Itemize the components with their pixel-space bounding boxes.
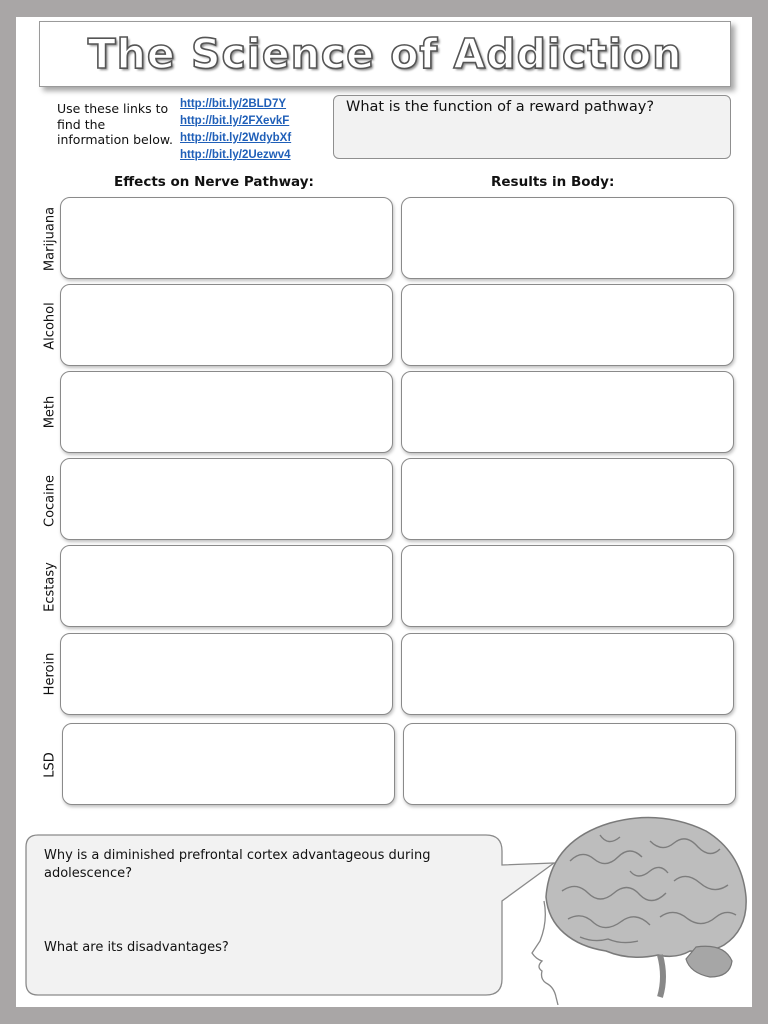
reward-pathway-question-box[interactable]	[333, 95, 731, 159]
resource-link-3[interactable]: http://bit.ly/2WdybXf	[180, 132, 292, 144]
nerve-pathway-box-meth[interactable]	[60, 371, 393, 453]
nerve-pathway-box-marijuana[interactable]	[60, 197, 393, 279]
row-label-text: Heroin	[42, 652, 58, 696]
resource-link-2[interactable]: http://bit.ly/2FXevkF	[180, 115, 290, 127]
brain-illustration	[510, 801, 750, 1005]
row-label-text: Alcohol	[42, 302, 58, 350]
column-header-results-body: Results in Body:	[491, 174, 615, 190]
page-title: The Science of Addiction	[87, 30, 683, 78]
results-body-box-ecstasy[interactable]	[401, 545, 734, 627]
prefrontal-cortex-question-bubble[interactable]	[24, 829, 584, 1005]
results-body-box-cocaine[interactable]	[401, 458, 734, 540]
title-banner	[39, 21, 731, 87]
nerve-pathway-box-lsd[interactable]	[62, 723, 395, 805]
column-header-nerve-pathway: Effects on Nerve Pathway:	[114, 174, 314, 190]
resource-link-1[interactable]: http://bit.ly/2BLD7Y	[180, 98, 287, 110]
row-label-text: Ecstasy	[42, 562, 58, 612]
results-body-box-lsd[interactable]	[403, 723, 736, 805]
links-instructions: Use these links to find the information below.	[57, 101, 173, 147]
results-body-box-meth[interactable]	[401, 371, 734, 453]
reward-pathway-question: What is the function of a reward pathway?	[346, 99, 655, 115]
nerve-pathway-box-alcohol[interactable]	[60, 284, 393, 366]
resource-links	[180, 96, 291, 164]
worksheet-page	[16, 17, 752, 1007]
row-label-text: Cocaine	[42, 475, 58, 527]
results-body-box-marijuana[interactable]	[401, 197, 734, 279]
resource-link-4[interactable]: http://bit.ly/2Uezwv4	[180, 149, 291, 161]
results-body-box-alcohol[interactable]	[401, 284, 734, 366]
nerve-pathway-box-cocaine[interactable]	[60, 458, 393, 540]
row-label-text: LSD	[42, 752, 58, 778]
row-label-text: Meth	[42, 395, 58, 429]
row-label-text: Marijuana	[42, 206, 58, 272]
results-body-box-heroin[interactable]	[401, 633, 734, 715]
adolescence-disadvantage-question: What are its disadvantages?	[44, 940, 229, 955]
adolescence-advantage-question: Why is a diminished prefrontal cortex advantageous during adolescence?	[44, 848, 431, 881]
nerve-pathway-box-ecstasy[interactable]	[60, 545, 393, 627]
nerve-pathway-box-heroin[interactable]	[60, 633, 393, 715]
